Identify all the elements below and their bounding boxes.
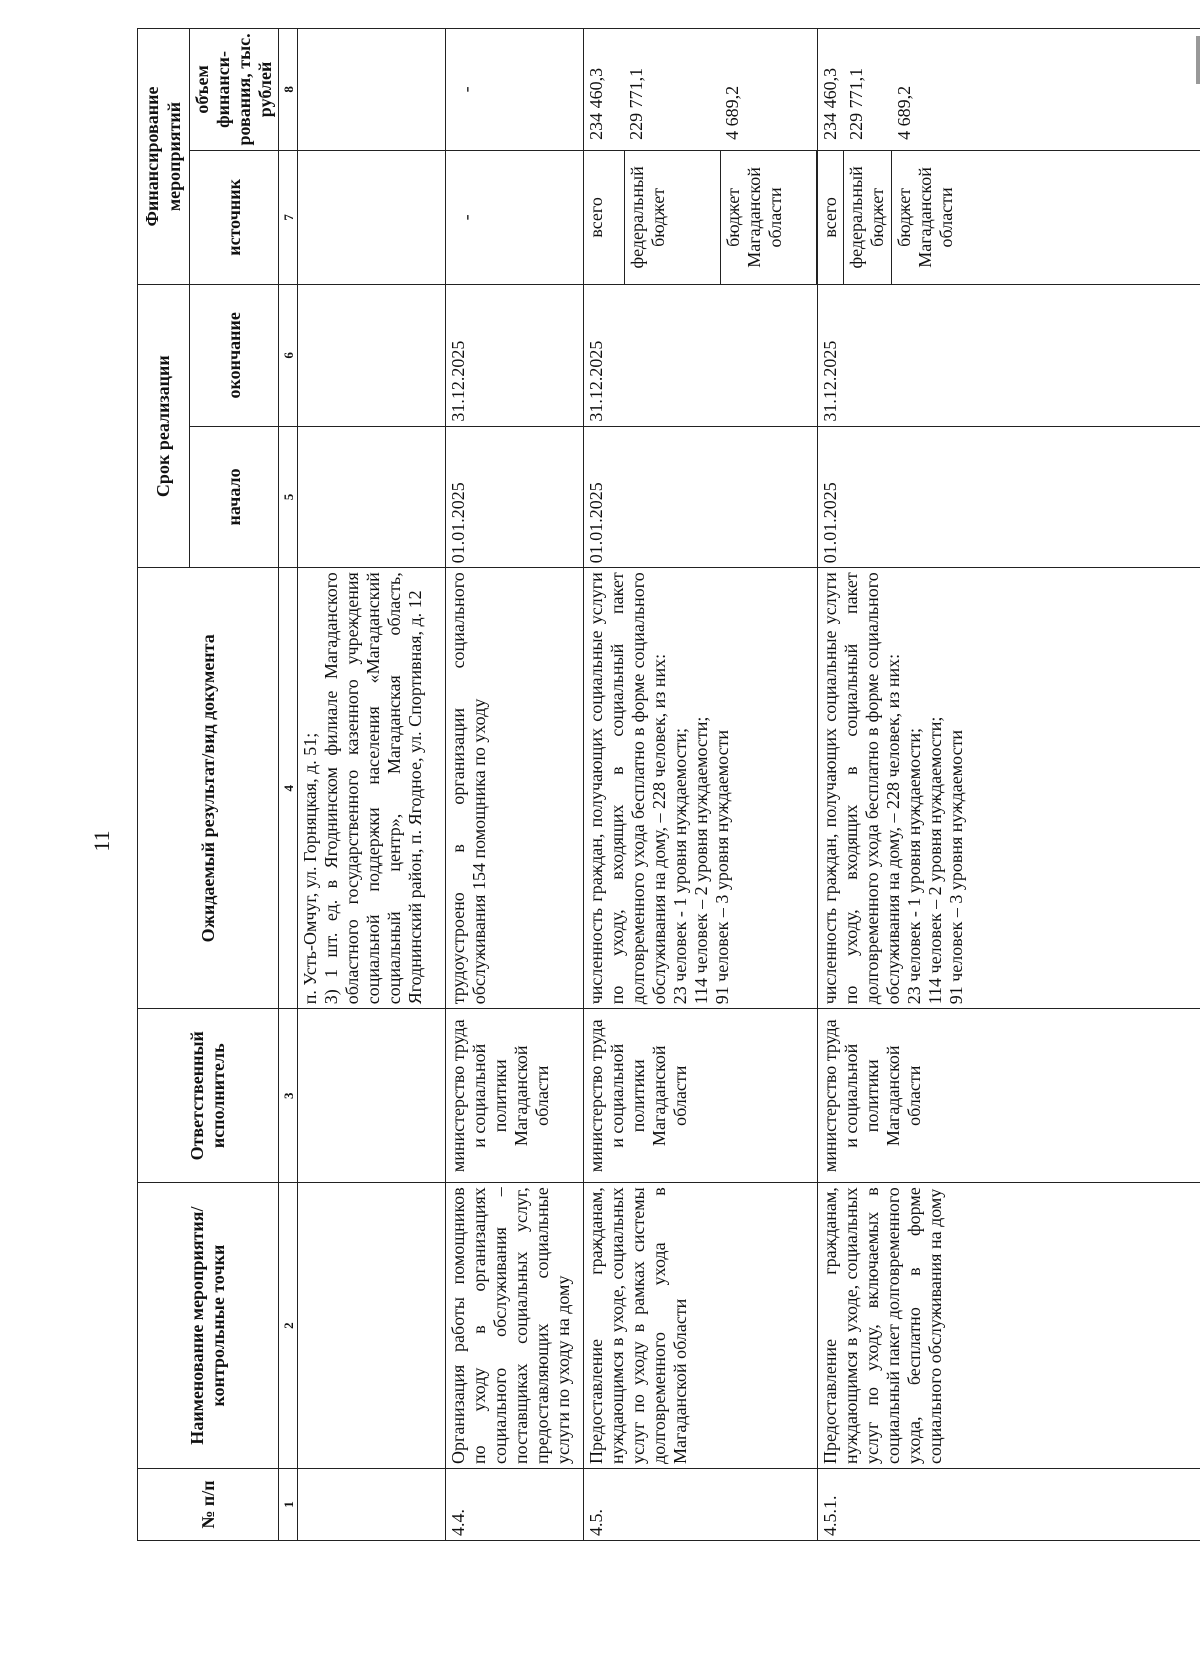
- column-number: 2: [279, 1183, 298, 1469]
- header-volume: объем финанси-рования, тыс. рублей: [190, 29, 279, 151]
- funding-volume: 229 771,1: [626, 67, 647, 140]
- row-source: -: [446, 150, 584, 284]
- row-name: [298, 1183, 446, 1469]
- funding-volume: 4 689,2: [722, 85, 743, 140]
- column-number-row: [279, 29, 298, 1541]
- row-end: 31.12.2025: [584, 285, 818, 427]
- row-num: 4.5.: [584, 1468, 818, 1540]
- row-start: [298, 426, 446, 568]
- column-number: 8: [279, 29, 298, 151]
- header-term: Срок реализации: [138, 285, 190, 568]
- header-name: Наименование мероприятия/ контрольные точки: [138, 1183, 279, 1469]
- row-result: численность граждан, получающих социальные услуги по уходу, входящих в социальный пакет долговременного ухода бесплатно в форме социального обслуживания на дому, – 228 человек, из них: 23 человек - 1 уровня нуждаемости; 114 человек – 2 уровня нуждаемости; 91 человек – 3 уровня нуждаемости: [584, 568, 818, 1009]
- row-source: [298, 150, 446, 284]
- header-end: окончание: [190, 285, 279, 427]
- table-row-4-5: [584, 29, 818, 1541]
- row-result: трудоустроено в организации социального обслуживания 154 помощника по уходу: [446, 568, 584, 1009]
- row-end: 31.12.2025: [446, 285, 584, 427]
- funding-source: бюджет Магаданской области: [720, 150, 817, 284]
- row-end: [298, 285, 446, 427]
- funding-source: всего: [818, 150, 844, 284]
- row-result: численность граждан, получающих социальные услуги по уходу, входящих в социальный пакет долговременного ухода бесплатно в форме социального обслуживания на дому, – 228 человек, из них: 23 человек - 1 уровня нуждаемости; 114 человек – 2 уровня нуждаемости; 91 человек – 3 уровня нуждаемости: [818, 568, 1200, 1009]
- header-start: начало: [190, 426, 279, 568]
- row-responsible: министерство труда и социальной политики Магаданской области: [446, 1009, 584, 1183]
- header-num: № п/п: [138, 1468, 279, 1540]
- row-volume: [298, 29, 446, 151]
- row-num: [298, 1468, 446, 1540]
- funding-volume: 234 460,3: [586, 67, 607, 140]
- action-plan-table: [137, 28, 1200, 1541]
- header-financing: Финансирование мероприятий: [138, 29, 190, 285]
- row-name: Предоставление гражданам, нуждающимся в уходе, социальных услуг по уходу в рамках системы долговременного ухода в Магаданской области: [584, 1183, 818, 1469]
- funding-table: [818, 29, 1200, 284]
- row-funding: [818, 29, 1200, 285]
- column-number: 6: [279, 285, 298, 427]
- row-num: 4.5.1.: [818, 1468, 1200, 1540]
- column-number: 1: [279, 1468, 298, 1540]
- row-start: 01.01.2025: [584, 426, 818, 568]
- row-start: 01.01.2025: [446, 426, 584, 568]
- header-result: Ожидаемый результат/вид документа: [138, 568, 279, 1009]
- page-number: 11: [89, 830, 114, 852]
- funding-volume: 4 689,2: [893, 85, 914, 140]
- funding-volume: 234 460,3: [820, 67, 841, 140]
- funding-source: всего: [584, 150, 624, 284]
- rotated-table-page: [137, 28, 1200, 1541]
- row-responsible: министерство труда и социальной политики Магаданской области: [584, 1009, 818, 1183]
- table-row-4-4: [446, 29, 584, 1541]
- column-number: 7: [279, 150, 298, 284]
- funding-volume: 229 771,1: [845, 67, 866, 140]
- row-num: 4.4.: [446, 1468, 584, 1540]
- funding-source: бюджет Магаданской области: [892, 150, 1200, 284]
- table-row-4-5-1: [818, 29, 1200, 1541]
- row-funding: [584, 29, 818, 285]
- funding-table: [584, 29, 817, 284]
- funding-source: федеральный бюджет: [844, 150, 892, 284]
- header-responsible: Ответственный исполнитель: [138, 1009, 279, 1183]
- funding-source: федеральный бюджет: [624, 150, 720, 284]
- row-responsible: [298, 1009, 446, 1183]
- row-end: 31.12.2025: [818, 285, 1200, 427]
- column-number: 4: [279, 568, 298, 1009]
- header-source: источник: [190, 150, 279, 284]
- header-row-1: [138, 29, 190, 1541]
- column-number: 5: [279, 426, 298, 568]
- row-name: Организация работы помощников по уходу в организациях социального обслуживания – поставщиках социальных услуг, предоставляющих социальные услуги по уходу на дому: [446, 1183, 584, 1469]
- row-start: 01.01.2025: [818, 426, 1200, 568]
- column-number: 3: [279, 1009, 298, 1183]
- row-name: Предоставление гражданам, нуждающимся в уходе, социальных услуг по уходу, включаемых в социальный пакет долговременного ухода, бесплатно в форме социального обслуживания на дому: [818, 1183, 1200, 1469]
- row-result: п. Усть-Омчуг, ул. Горняцкая, д. 51; 3) 1 шт. ед. в Ягоднинском филиале Магаданского областного государственного казенного учреждения социальной поддержки населения «Магаданский социальный центр», Магаданская область, Ягоднинский район, п. Ягодное, ул. Спортивная, д. 12: [298, 568, 446, 1009]
- row-volume: -: [446, 29, 584, 151]
- row-responsible: министерство труда и социальной политики Магаданской области: [818, 1009, 1200, 1183]
- table-row-continuation: [298, 29, 446, 1541]
